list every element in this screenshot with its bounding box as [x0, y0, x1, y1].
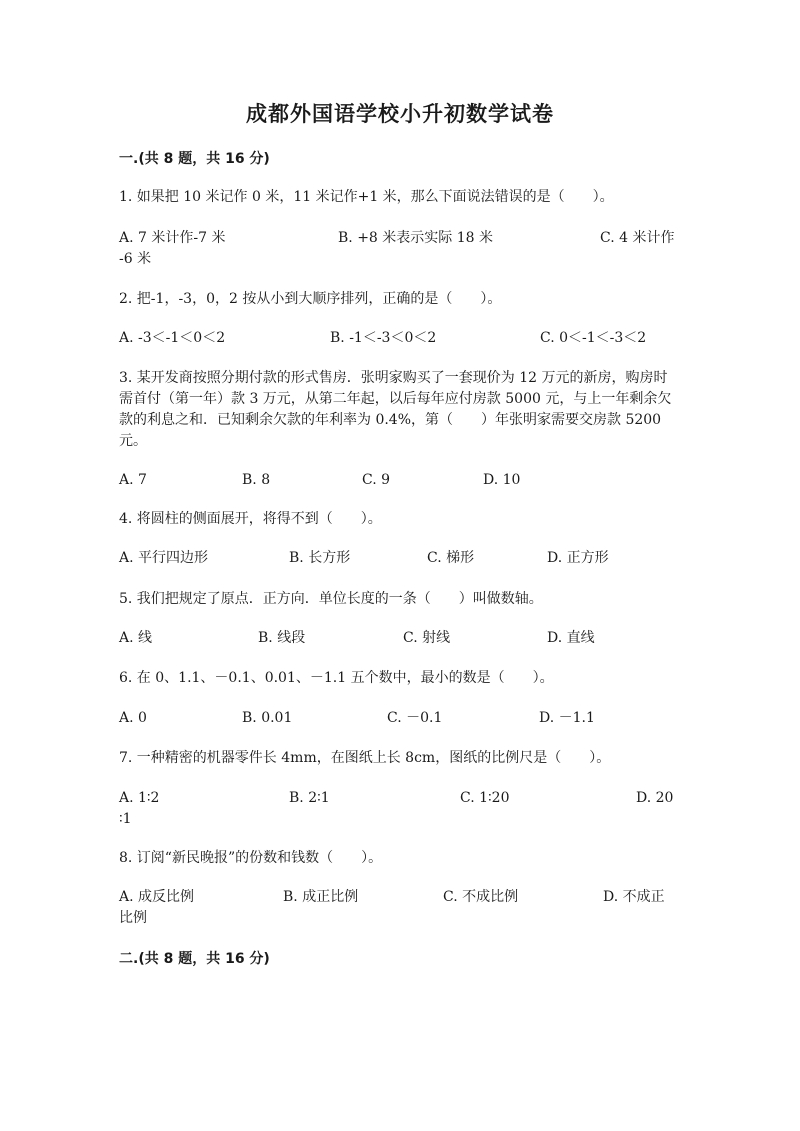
q8-option-b: B. 成正比例 [283, 889, 359, 905]
q5-option-c: C. 射线 [403, 630, 451, 646]
q6-option-d: D. －1.1 [539, 710, 595, 726]
q7-option-d: D. 20 [636, 790, 674, 806]
section-heading-1: 一.(共 8 题，共 16 分) [119, 151, 270, 167]
q1-option-b: B. +8 米表示实际 18 米 [338, 230, 493, 246]
q3-option-a: A. 7 [119, 472, 147, 488]
question-1: 1. 如果把 10 米记作 0 米，11 米记作+1 米，那么下面说法错误的是（ ）。 [119, 189, 614, 205]
q3-option-d: D. 10 [483, 472, 521, 488]
q6-option-a: A. 0 [119, 710, 147, 726]
section-heading-2: 二.(共 8 题，共 16 分) [119, 951, 270, 967]
q4-option-a: A. 平行四边形 [119, 550, 209, 566]
q8-option-c: C. 不成比例 [443, 889, 519, 905]
q1-option-c-wrap: -6 米 [119, 251, 152, 267]
q7-option-c: C. 1∶20 [460, 790, 510, 806]
q4-option-c: C. 梯形 [427, 550, 475, 566]
q8-option-d: D. 不成正 [603, 889, 665, 905]
q2-option-a: A. -3＜-1＜0＜2 [119, 330, 226, 346]
q3-option-b: B. 8 [242, 472, 271, 488]
page-title: 成都外国语学校小升初数学试卷 [246, 102, 554, 126]
q2-option-b: B. -1＜-3＜0＜2 [330, 330, 437, 346]
q1-option-a: A. 7 米计作-7 米 [119, 230, 226, 246]
question-4: 4. 将圆柱的侧面展开，将得不到（ ）。 [119, 511, 382, 527]
question-5: 5. 我们把规定了原点．正方向．单位长度的一条（ ）叫做数轴。 [119, 591, 543, 607]
q5-option-a: A. 线 [119, 630, 153, 646]
q2-option-c: C. 0＜-1＜-3＜2 [540, 330, 647, 346]
q6-option-b: B. 0.01 [242, 710, 293, 726]
question-2: 2. 把-1，-3，0，2 按从小到大顺序排列，正确的是（ ）。 [119, 291, 502, 307]
q5-option-d: D. 直线 [547, 630, 595, 646]
question-6: 6. 在 0、1.1、－0.1、0.01、－1.1 五个数中，最小的数是（ ）。 [119, 670, 554, 686]
q6-option-c: C. －0.1 [387, 710, 443, 726]
q7-option-d-wrap: ∶1 [119, 811, 132, 827]
q4-option-b: B. 长方形 [289, 550, 351, 566]
q8-option-d-wrap: 比例 [119, 910, 147, 926]
q5-option-b: B. 线段 [258, 630, 306, 646]
question-3: 3. 某开发商按照分期付款的形式售房．张明家购买了一套现价为 12 万元的新房，购房时需首付（第一年）款 3 万元，从第二年起，以后每年应付房款 5000 元，与上一年剩余欠款的利息之和．已知剩余欠款的年利率为 0.4%，第（ ）年张明家需要交房款 5200 元。 [119, 370, 672, 449]
q7-option-b: B. 2∶1 [289, 790, 330, 806]
q8-option-a: A. 成反比例 [119, 889, 195, 905]
q4-option-d: D. 正方形 [547, 550, 609, 566]
question-7: 7. 一种精密的机器零件长 4mm，在图纸上长 8cm，图纸的比例尺是（ ）。 [119, 750, 611, 766]
q1-option-c: C. 4 米计作 [600, 230, 675, 246]
question-8: 8. 订阅“新民晚报”的份数和钱数（ ）。 [119, 850, 383, 866]
q7-option-a: A. 1∶2 [119, 790, 160, 806]
q3-option-c: C. 9 [362, 472, 391, 488]
